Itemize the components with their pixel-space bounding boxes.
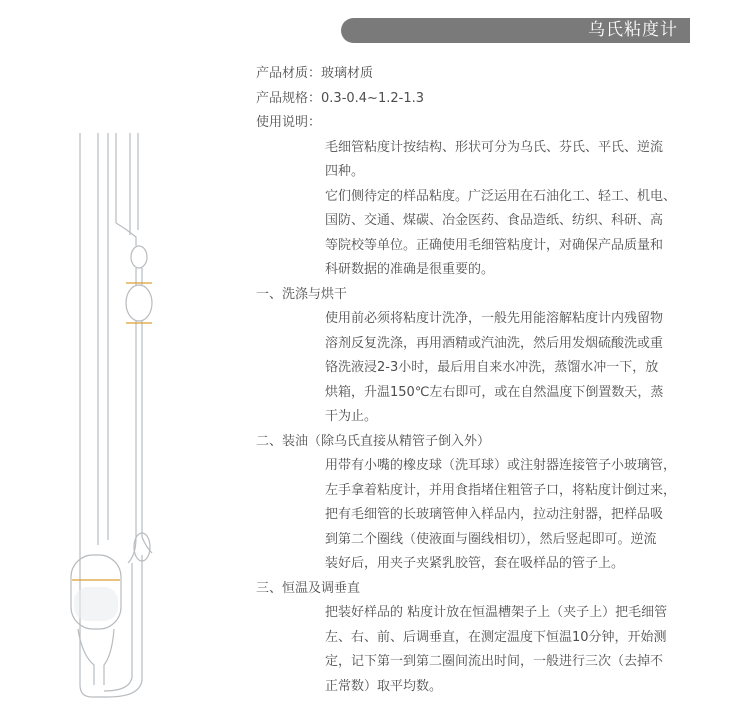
text-line: 左、右、前、后调垂直，在测定温度下恒温10分钟，开始测 [325,629,667,645]
material-value: 玻璃材质 [321,66,374,81]
text-line: 定，记下第一到第二圈间流出时间，一般进行三次（去掉不 [325,654,664,669]
section-body [256,601,716,699]
text-line: 烘箱，升温150℃左右即可，或在自然温度下倒置数天，蒸 [325,384,664,400]
text-line: 把装好样品的 粘度计放在恒温槽架子上（夹子上）把毛细管 [325,605,668,620]
measuring-bulb [126,285,152,321]
text-line: 到第二个圈线（使液面与圈线相切），然后竖起即可。逆流 [325,531,657,547]
viscometer-illustration [60,125,170,715]
text-line: 等院校等单位。正确使用毛细管粘度计，对确保产品质量和 [325,237,664,253]
section-heading: 二、装油（除乌氏直接从精管子倒入外） [256,433,491,449]
text-line: 用带有小嘴的橡皮球（洗耳球）或注射器连接管子小玻璃管， [325,458,677,473]
spec-row: 产品规格：0.3-0.4~1.2-1.3 [256,90,424,106]
section-heading: 一、洗涤与烘干 [256,286,348,302]
product-description [256,62,716,699]
text-line: 左手拿着粘度计，并用食指堵住粗管子口，将粘度计倒过来， [325,482,677,498]
text-line: 它们侧待定的样品粘度。广泛运用在石油化工、轻工、机电、 [325,188,677,204]
title-bar [341,18,690,43]
page-title: 乌氏粘度计 [588,20,678,40]
text-line: 铬洗液浸2-3小时，最后用自来水冲洗，蒸馏水冲一下，放 [325,360,659,375]
text-line: 干为止。 [325,409,378,424]
text-line: 溶剂反复洗涤，再用酒精或汽油洗，然后用发烟硫酸洗或重 [325,335,664,351]
text-line: 国防、交通、煤碳、冶金医药、食品造纸、纺织、科研、高 [325,213,664,228]
upper-bulb [131,246,147,268]
text-line: 装好后，用夹子夹紧乳胶管，套在吸样品的管子上。 [325,556,625,571]
text-line: 正常数）取平均数。 [325,678,443,694]
text-line: 把有毛细管的长玻璃管伸入样品内，拉动注射器，把样品吸 [325,507,664,522]
text-line: 毛细管粘度计按结构、形状可分为乌氏、芬氏、平氏、逆流 [325,139,664,155]
text-line: 使用前必须将粘度计洗净，一般先用能溶解粘度计内残留物 [325,311,664,326]
section-body [256,307,716,430]
section-heading: 三、恒温及调垂直 [256,580,361,596]
intro-paragraph [256,136,716,283]
text-line: 科研数据的准确是很重要的。 [325,262,495,277]
usage-heading: 使用说明： [256,115,322,130]
section-body [256,454,716,577]
material-row: 产品材质：玻璃材质 [256,66,374,81]
spec-value: 0.3-0.4~1.2-1.3 [321,90,424,106]
text-line: 四种。 [325,164,365,179]
